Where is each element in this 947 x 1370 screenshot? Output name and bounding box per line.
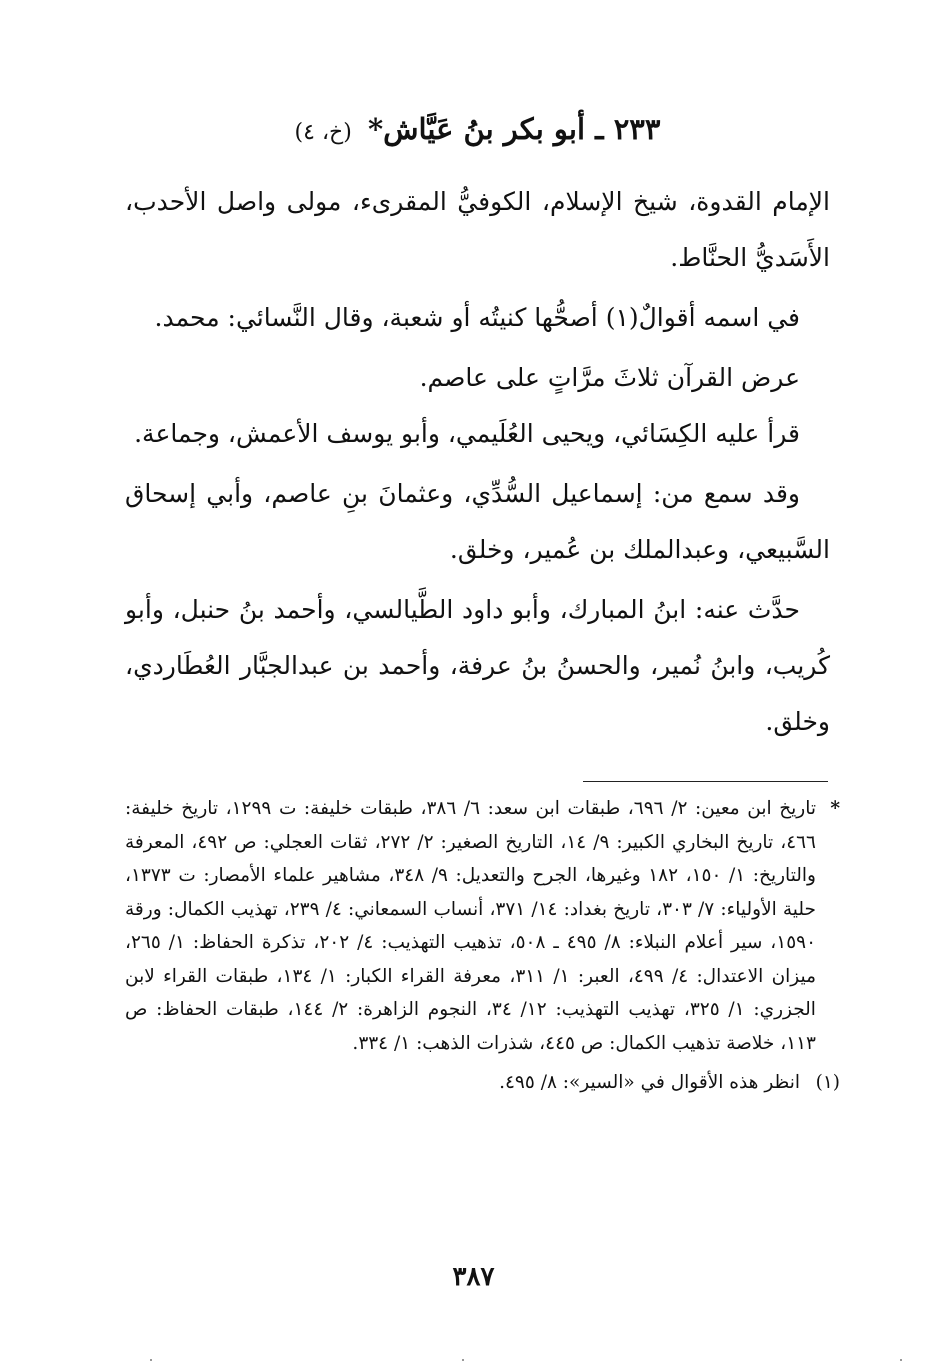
footnote-sources [125,792,840,1060]
biography-text [125,174,830,754]
footnote-1-marker: (١) [815,1072,840,1093]
footnote-separator [583,781,828,782]
paragraph-description: الإمام القدوة، شيخ الإسلام، الكوفيُّ المقرىء، مولى واصل الأحدب، الأَسَديُّ الحنَّاط. [125,187,830,272]
entry-title: ٢٣٣ ـ أبو بكر بنُ عَيَّاش* [367,112,661,146]
paragraph-narrators: حدَّث عنه: ابنُ المبارك، وأبو داود الطَّيالسي، وأحمد بنُ حنبل، وأبو كُريب، وابنُ نُمير، والحسنُ بنُ عرفة، وأحمد بن عبدالجبَّار العُطَاردي، وخلق. [125,595,830,736]
footnotes [125,792,840,1100]
footnote-1-text: انظر هذه الأقوال في «السير»: ٨/ ٤٩٥. [499,1072,800,1093]
footnote-sources-text: تاريخ ابن معين: ٢/ ٦٩٦، طبقات ابن سعد: ٦/ ٣٨٦، طبقات خليفة: ت ١٢٩٩، تاريخ خليفة: ٤٦٦، تاريخ البخاري الكبير: ٩/ ١٤، التاريخ الصغير: ٢/ ٢٧٢، ثقات العجلي: ص ٤٩٢، المعرفة والتاريخ: ١/ ١٥٠، ١٨٢ وغيرها، الجرح والتعديل: ٩/ ٣٤٨، مشاهير علماء الأمصار: ت ١٣٧٣، حلية الأولياء: ٧/ ٣٠٣، تاريخ بغداد: ١٤/ ٣٧١، أنساب السمعاني: ٤/ ٢٣٩، تهذيب الكمال: ورقة ١٥٩٠، سير أعلام النبلاء: ٨/ ٤٩٥ ـ ٥٠٨، تذهيب التهذيب: ٤/ ٢٠٢، تذكرة الحفاظ: ١/ ٢٦٥، ميزان الاعتدال: ٤/ ٤٩٩، العبر: ١/ ٣١١، معرفة القراء الكبار: ١/ ١٣٤، طبقات القراء لابن الجزري: ١/ ٣٢٥، تهذيب التهذيب: ١٢/ ٣٤، النجوم الزاهرة: ٢/ ١٤٤، طبقات الحفاظ: ص ١١٣، خلاصة تذهيب الكمال: ص ٤٤٥، شذرات الذهب: ١/ ٣٣٤. [125,798,817,1054]
paragraph-name: في اسمه أقوالٌ(١) أصحُّها كنيتُه أو شعبة، وقال النَّسائي: محمد. [154,303,800,332]
page-number: ٣٨٧ [452,1262,495,1292]
paragraph-students: قرأ عليه الكِسَائي، ويحيى العُلَيمي، وأبو يوسف الأعمش، وجماعة. [134,419,800,448]
footnote-star-marker: * [830,798,840,819]
scan-speckles [0,1355,947,1365]
entry-heading [125,112,830,146]
entry-sigla: (خ، ٤) [294,120,352,145]
paragraph-recitation: عرض القرآن ثلاثَ مرَّاتٍ على عاصم. [419,363,800,392]
footnote-1 [125,1066,840,1100]
paragraph-teachers: وقد سمع من: إسماعيل السُّدِّي، وعثمانَ بنِ عاصم، وأبي إسحاق السَّبيعي، وعبدالملك بن عُمير، وخلق. [125,479,830,564]
